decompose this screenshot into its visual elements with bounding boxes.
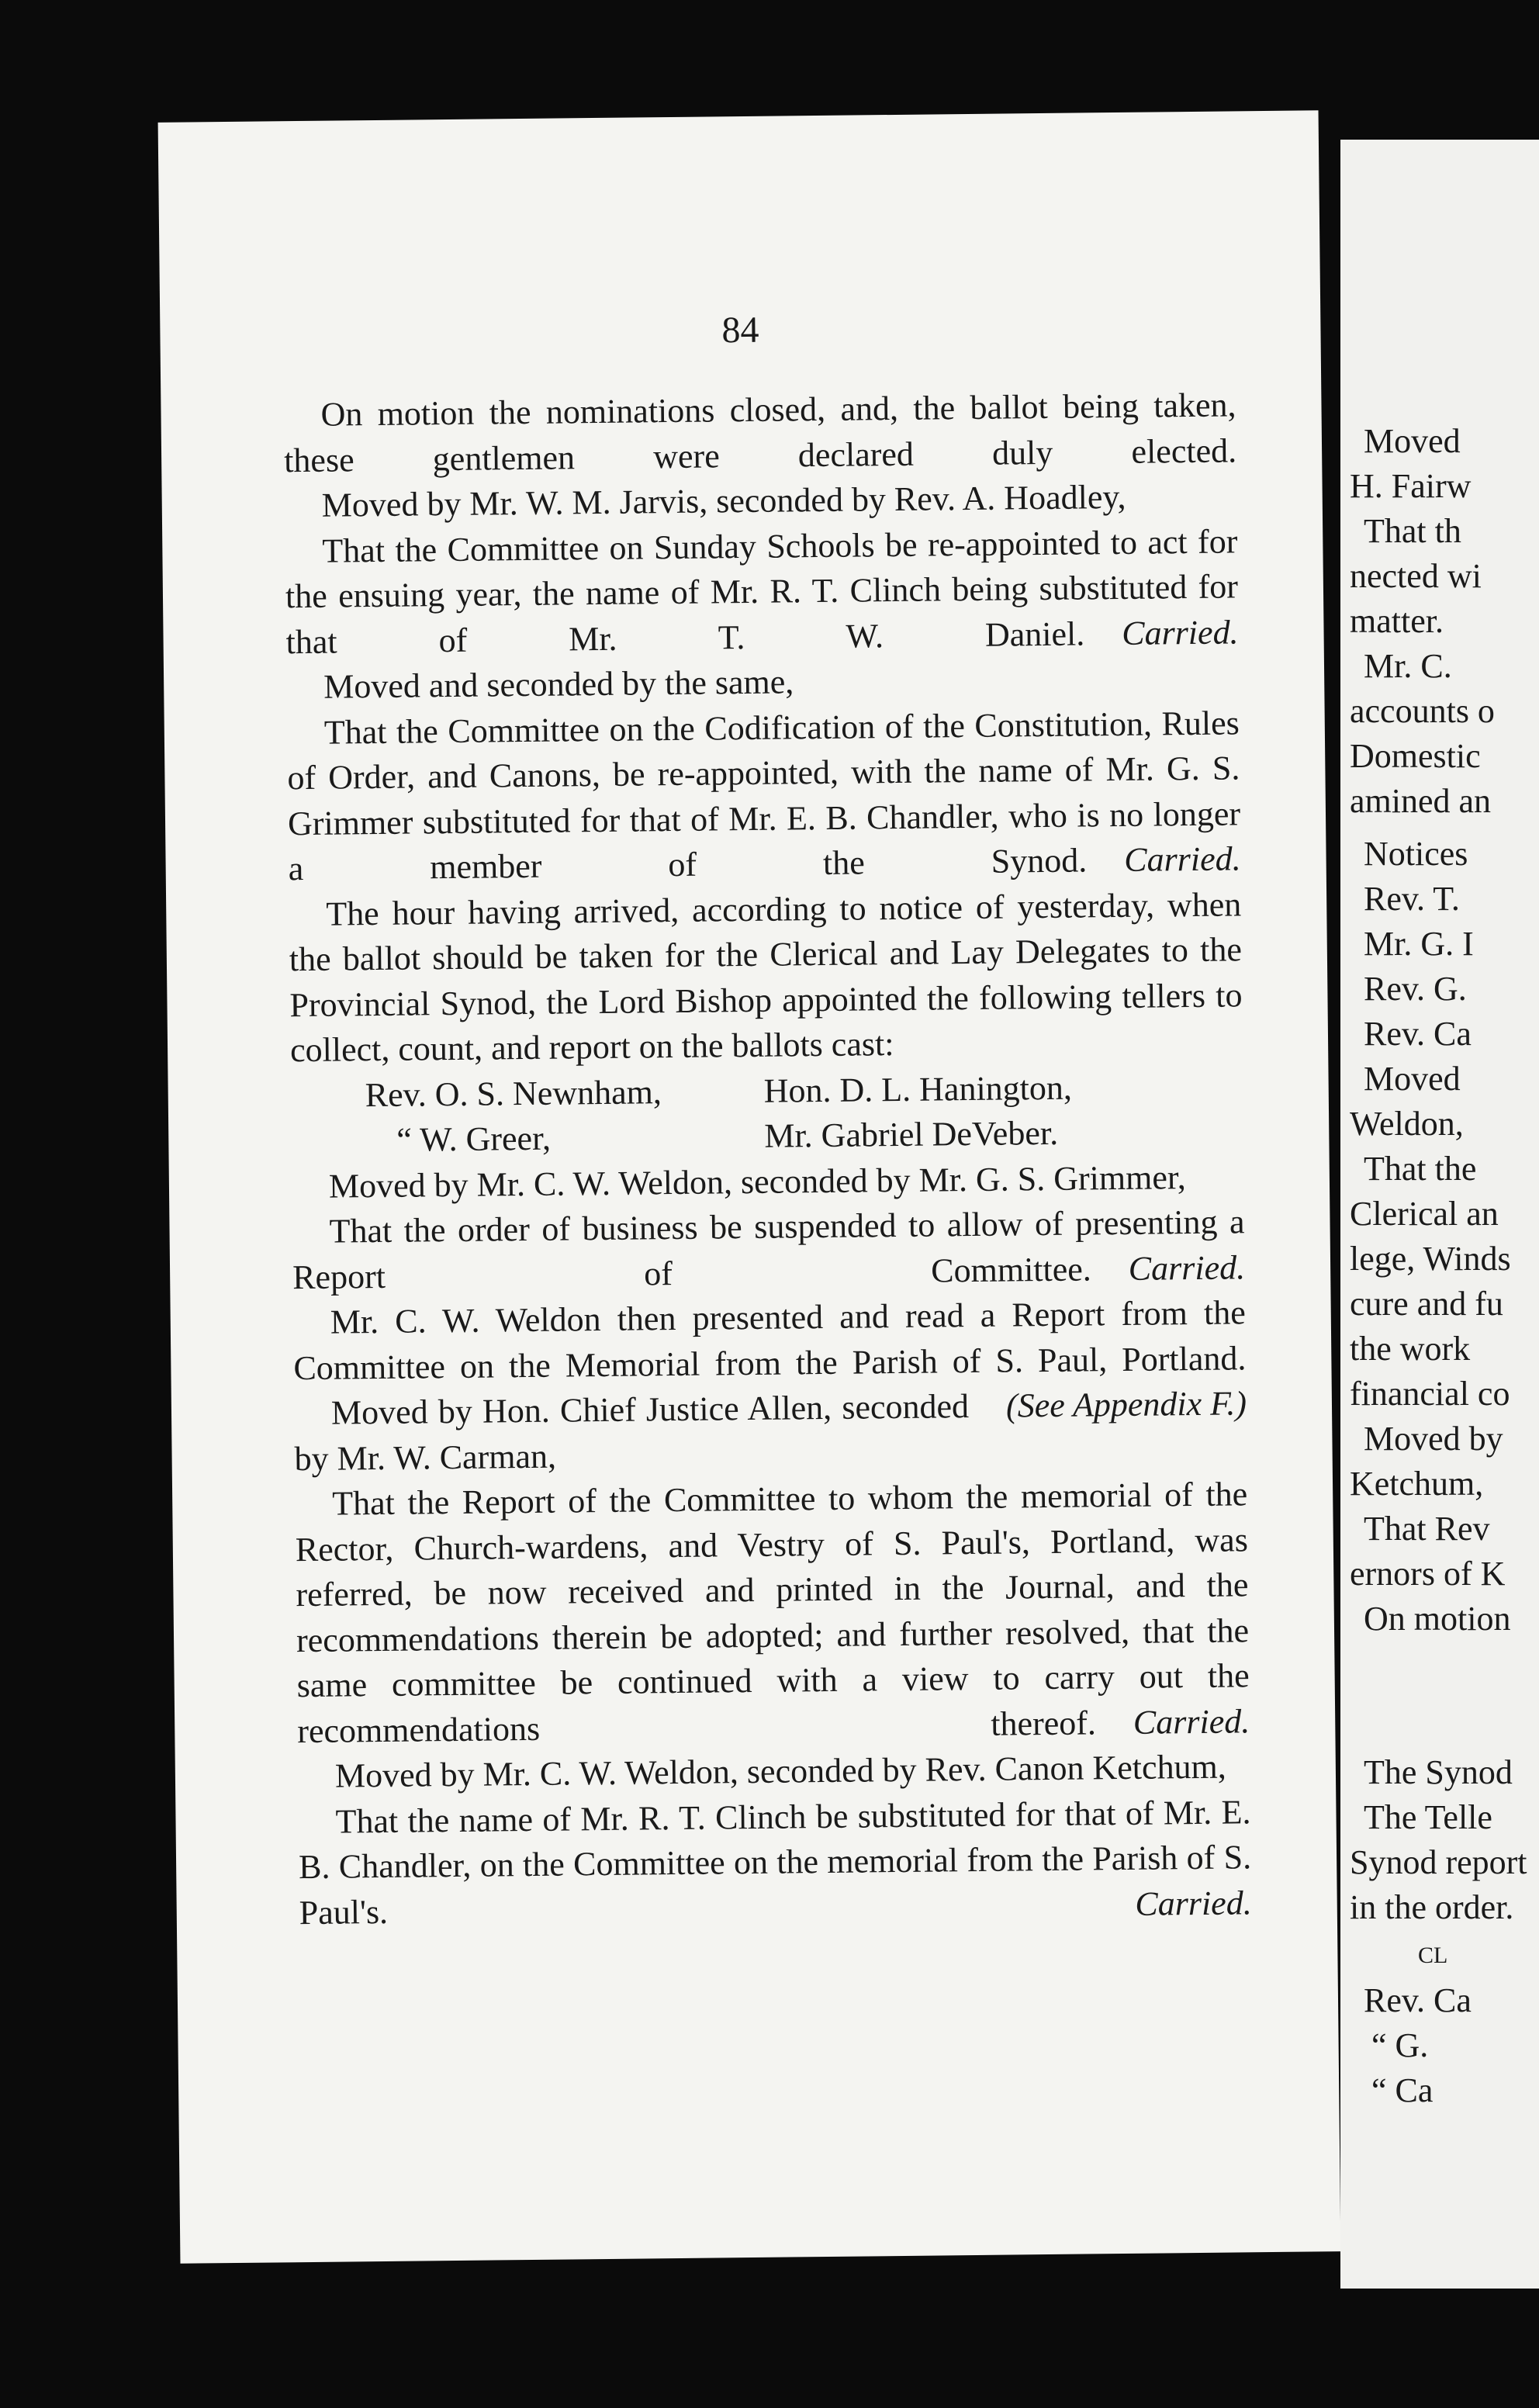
right-page-line: That the <box>1364 1150 1477 1188</box>
right-page-line: nected wi <box>1350 557 1482 595</box>
paragraph: That the Report of the Committee to whom the memorial of the Rector, Church-wardens, and Vestry of S. Paul's, Portland, was referred, be now received and printed in the Journal, and the recommendations therein be adopted; and further resolved, that the same committee be continued with a view to carry out the recommendations thereof. Carried. <box>295 1475 1250 1750</box>
teller-name: Mr. Gabriel DeVeber. <box>764 1113 1059 1155</box>
paragraph: Mr. C. W. Weldon then presented and read a Report from the Committee on the Memorial from the Parish of S. Paul, Portland. (See Appendix F.) <box>292 1290 1246 1391</box>
right-page-line: Moved <box>1364 422 1461 460</box>
carried-label: Carried. <box>1123 839 1241 879</box>
paragraph: That the order of business be suspended to allow of presenting a Report of Committee. Carried. <box>292 1202 1246 1296</box>
carried-label: Carried. <box>1128 1247 1246 1288</box>
right-page-line: Rev. Ca <box>1364 1981 1472 2019</box>
right-page-line: Notices <box>1364 835 1468 873</box>
teller-name: “ W. Greer, <box>396 1119 552 1159</box>
teller-name: Hon. D. L. Hanington, <box>763 1068 1073 1110</box>
right-page-line: ernors of K <box>1350 1555 1506 1593</box>
paragraph: Moved by Mr. C. W. Weldon, seconded by Rev. Canon Ketchum, <box>334 1747 1227 1795</box>
right-page-line: Rev. Ca <box>1364 1015 1472 1053</box>
right-page-line: Clerical an <box>1350 1195 1499 1233</box>
paragraph: That the Committee on Sunday Schools be re-appointed to act for the ensuing year, the name of Mr. R. T. Clinch being substituted for that of Mr. T. W. Daniel. Carried. <box>285 521 1239 661</box>
paragraph: Moved by Mr. W. M. Jarvis, seconded by Rev. A. Hoadley, <box>321 477 1126 524</box>
left-page <box>158 110 1341 2264</box>
appendix-reference: (See Appendix F.) <box>1005 1384 1247 1425</box>
paragraph: On motion the nominations closed, and, the ballot being taken, these gentlemen were declared duly elected. <box>283 386 1237 479</box>
right-page-line: On motion <box>1364 1600 1511 1638</box>
right-page-line: Weldon, <box>1350 1105 1464 1143</box>
right-page-line: Ketchum, <box>1350 1465 1484 1503</box>
page-number: 84 <box>721 309 759 351</box>
right-page-line: Moved <box>1364 1060 1461 1098</box>
right-page-line: financial co <box>1350 1375 1510 1413</box>
right-page-line: Domestic <box>1350 737 1481 775</box>
right-page-line: That Rev <box>1364 1510 1490 1548</box>
tellers-list <box>290 1064 1243 1164</box>
right-page-line: Mr. G. I <box>1364 925 1474 963</box>
paragraph: The hour having arrived, according to notice of yesterday, when the ballot should be taken for the Clerical and Lay Delegates to the Provincial Synod, the Lord Bishop appointed the following tellers to collect, count, and report on the ballots cast: <box>289 884 1243 1070</box>
right-page-line: The Telle <box>1364 1798 1492 1836</box>
right-page-line: Synod report <box>1350 1843 1527 1881</box>
paragraph: Moved by Hon. Chief Justice Allen, seconded by Mr. W. Carman, <box>294 1387 970 1478</box>
right-page-fragment <box>1340 140 1539 2289</box>
right-page-line: matter. <box>1350 602 1444 640</box>
right-page-line: Moved by <box>1364 1420 1503 1458</box>
carried-label: Carried. <box>1121 612 1239 652</box>
right-page-line: That th <box>1364 512 1461 550</box>
paragraph: That the name of Mr. R. T. Clinch be substituted for that of Mr. E. B. Chandler, on the Committee on the memorial from the Parish of S. Paul's. Carried. <box>298 1792 1252 1932</box>
right-page-line: CL <box>1418 1943 1448 1968</box>
right-page-line: lege, Winds <box>1350 1240 1511 1278</box>
right-page-line: H. Fairw <box>1350 467 1472 505</box>
paragraph: That the Committee on the Codification of the Constitution, Rules of Order, and Canons, be re-appointed, with the name of Mr. G. S. Grimmer substituted for that of Mr. E. B. Chandler, who is no longer a member of the Synod. Carried. <box>287 703 1241 888</box>
carried-label: Carried. <box>1135 1883 1252 1923</box>
paragraph: Moved and seconded by the same, <box>323 663 794 706</box>
right-page-line: in the order. <box>1350 1888 1514 1926</box>
right-page-line: accounts o <box>1350 692 1495 730</box>
teller-name: Rev. O. S. Newnham, <box>365 1072 662 1114</box>
right-page-line: cure and fu <box>1350 1285 1503 1323</box>
right-page-line: “ G. <box>1371 2026 1429 2064</box>
paragraph: Moved by Mr. C. W. Weldon, seconded by Mr. G. S. Grimmer, <box>328 1157 1186 1206</box>
right-page-line: amined an <box>1350 782 1492 820</box>
right-page-line: “ Ca <box>1371 2071 1434 2109</box>
right-page-line: the work <box>1350 1330 1471 1368</box>
right-page-line: Rev. T. <box>1364 880 1460 918</box>
right-page-line: The Synod <box>1364 1753 1513 1791</box>
right-page-line: Rev. G. <box>1364 970 1467 1008</box>
carried-label: Carried. <box>1133 1701 1250 1742</box>
right-page-line: Mr. C. <box>1364 647 1452 685</box>
page-body <box>283 382 1252 1936</box>
